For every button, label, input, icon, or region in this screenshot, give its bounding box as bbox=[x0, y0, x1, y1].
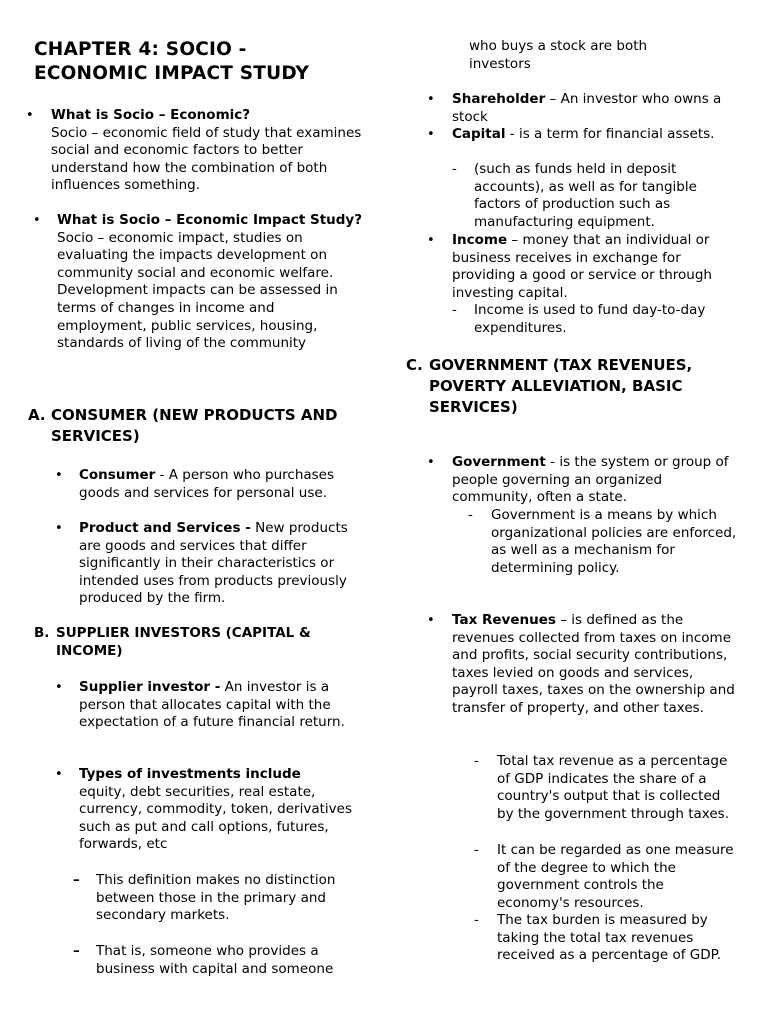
bullet-icon: • bbox=[427, 127, 435, 142]
dash-icon: - bbox=[474, 912, 479, 928]
government-term: Government bbox=[452, 454, 546, 470]
supplier-item bbox=[55, 679, 365, 732]
income-dash-text: Income is used to fund day-to-day expenditures. bbox=[474, 302, 706, 336]
dash-icon: – bbox=[73, 872, 80, 888]
income-dash bbox=[452, 302, 742, 337]
income-def: – money that an individual or business receives in exchange for providing a good or service or through investing capital. bbox=[452, 232, 712, 301]
capital-item bbox=[427, 126, 737, 144]
section-a-letter: A. bbox=[28, 406, 46, 424]
bullet-icon: • bbox=[427, 92, 435, 107]
tax-def: – is defined as the revenues collected from taxes on income and profits, social security contributions, taxes levied on goods and services, payroll taxes, taxes on the ownership and transfer of property, and other taxes. bbox=[452, 612, 735, 716]
types-def: equity, debt securities, real estate, currency, commodity, token, derivatives such as put and call options, futures, forwards, etc bbox=[79, 783, 352, 853]
capital-def: - is a term for financial assets. bbox=[505, 126, 715, 142]
product-term: Product and Services - bbox=[79, 520, 251, 536]
types-term: Types of investments include bbox=[79, 766, 301, 782]
section-c-letter: C. bbox=[406, 356, 423, 374]
dash-icon: - bbox=[474, 842, 479, 858]
section-b-heading bbox=[34, 625, 364, 660]
dash-item-2 bbox=[73, 943, 365, 978]
dash1-text: This definition makes no distinction between those in the primary and secondary markets. bbox=[96, 872, 336, 924]
tax-dash-1-text: Total tax revenue as a percentage of GDP indicates the share of a country's output that is collected by the government through taxes. bbox=[497, 753, 729, 822]
section-c-title: GOVERNMENT (TAX REVENUES, POVERTY ALLEVIATION, BASIC SERVICES) bbox=[429, 356, 693, 416]
government-item bbox=[427, 454, 737, 507]
tax-dash-3 bbox=[474, 912, 739, 965]
tax-dash-1 bbox=[474, 753, 739, 823]
income-item bbox=[427, 232, 737, 302]
dash-icon: - bbox=[474, 753, 479, 769]
product-def: New products are goods and services that differ significantly in their characteristics or intended uses from products previously produced by the firm. bbox=[79, 520, 348, 607]
consumer-item bbox=[55, 467, 365, 502]
income-term: Income bbox=[452, 232, 508, 248]
section-b-title: SUPPLIER INVESTORS (CAPITAL & INCOME) bbox=[56, 625, 311, 659]
shareholder-term: Shareholder bbox=[452, 91, 546, 107]
bullet-icon: • bbox=[427, 613, 435, 628]
shareholder-def: – An investor who owns a stock bbox=[452, 91, 722, 125]
government-dash bbox=[468, 507, 738, 577]
q1-text: Socio – economic field of study that examines social and economic factors to better understand how the combination of both influences something. bbox=[51, 124, 362, 194]
capital-term: Capital bbox=[452, 126, 506, 142]
consumer-term: Consumer bbox=[79, 467, 156, 483]
q1-label: What is Socio – Economic? bbox=[51, 107, 251, 123]
tax-dash-3-text: The tax burden is measured by taking the total tax revenues received as a percentage of GDP. bbox=[497, 912, 721, 964]
government-def: - is the system or group of people governing an organized community, often a state. bbox=[452, 454, 729, 506]
bullet-icon: • bbox=[55, 468, 63, 483]
section-b-letter: B. bbox=[34, 625, 50, 641]
section-a-title: CONSUMER (NEW PRODUCTS AND SERVICES) bbox=[51, 406, 338, 445]
q2-block bbox=[33, 212, 363, 353]
tax-dash-2 bbox=[474, 842, 739, 912]
tax-term: Tax Revenues bbox=[452, 612, 556, 628]
supplier-term: Supplier investor - bbox=[79, 679, 221, 695]
product-item bbox=[55, 520, 365, 608]
government-dash-text: Government is a means by which organizational policies are enforced, as well as a mechanism for determining policy. bbox=[491, 507, 737, 576]
dash-icon: - bbox=[452, 161, 457, 177]
dash-icon: – bbox=[73, 943, 80, 959]
q1-block bbox=[26, 107, 366, 195]
bullet-icon: • bbox=[26, 108, 34, 123]
bullet-icon: • bbox=[33, 213, 41, 228]
bullet-icon: • bbox=[55, 521, 63, 536]
dash-icon: - bbox=[452, 302, 457, 318]
types-item bbox=[55, 766, 365, 854]
dash2-text: That is, someone who provides a business with capital and someone bbox=[96, 943, 334, 977]
bullet-icon: • bbox=[427, 233, 435, 248]
section-c-heading bbox=[406, 355, 706, 418]
dash-icon: - bbox=[468, 507, 473, 523]
bullet-icon: • bbox=[427, 455, 435, 470]
tax-item bbox=[427, 612, 737, 718]
continued-text: who buys a stock are both investors bbox=[469, 38, 648, 72]
section-a-heading bbox=[28, 405, 358, 447]
consumer-def: - A person who purchases goods and services for personal use. bbox=[79, 467, 335, 501]
dash-item-1 bbox=[73, 872, 365, 925]
tax-dash-2-text: It can be regarded as one measure of the degree to which the government controls the economy's resources. bbox=[497, 842, 734, 911]
page-title: CHAPTER 4: SOCIO - ECONOMIC IMPACT STUDY bbox=[34, 39, 310, 84]
q2-text: Socio – economic impact, studies on evaluating the impacts development on community social and economic welfare. Development impacts can be assessed in terms of changes in income and employment, public services, housing, standards of living of the community bbox=[57, 229, 338, 352]
capital-dash bbox=[452, 161, 742, 231]
bullet-icon: • bbox=[55, 767, 63, 782]
capital-dash-text: (such as funds held in deposit accounts), as well as for tangible factors of production such as manufacturing equipment. bbox=[474, 161, 697, 230]
shareholder-item bbox=[427, 91, 737, 126]
q2-label: What is Socio – Economic Impact Study? bbox=[57, 212, 363, 228]
supplier-def: An investor is a person that allocates capital with the expectation of a future financial return. bbox=[79, 679, 345, 731]
bullet-icon: • bbox=[55, 680, 63, 695]
